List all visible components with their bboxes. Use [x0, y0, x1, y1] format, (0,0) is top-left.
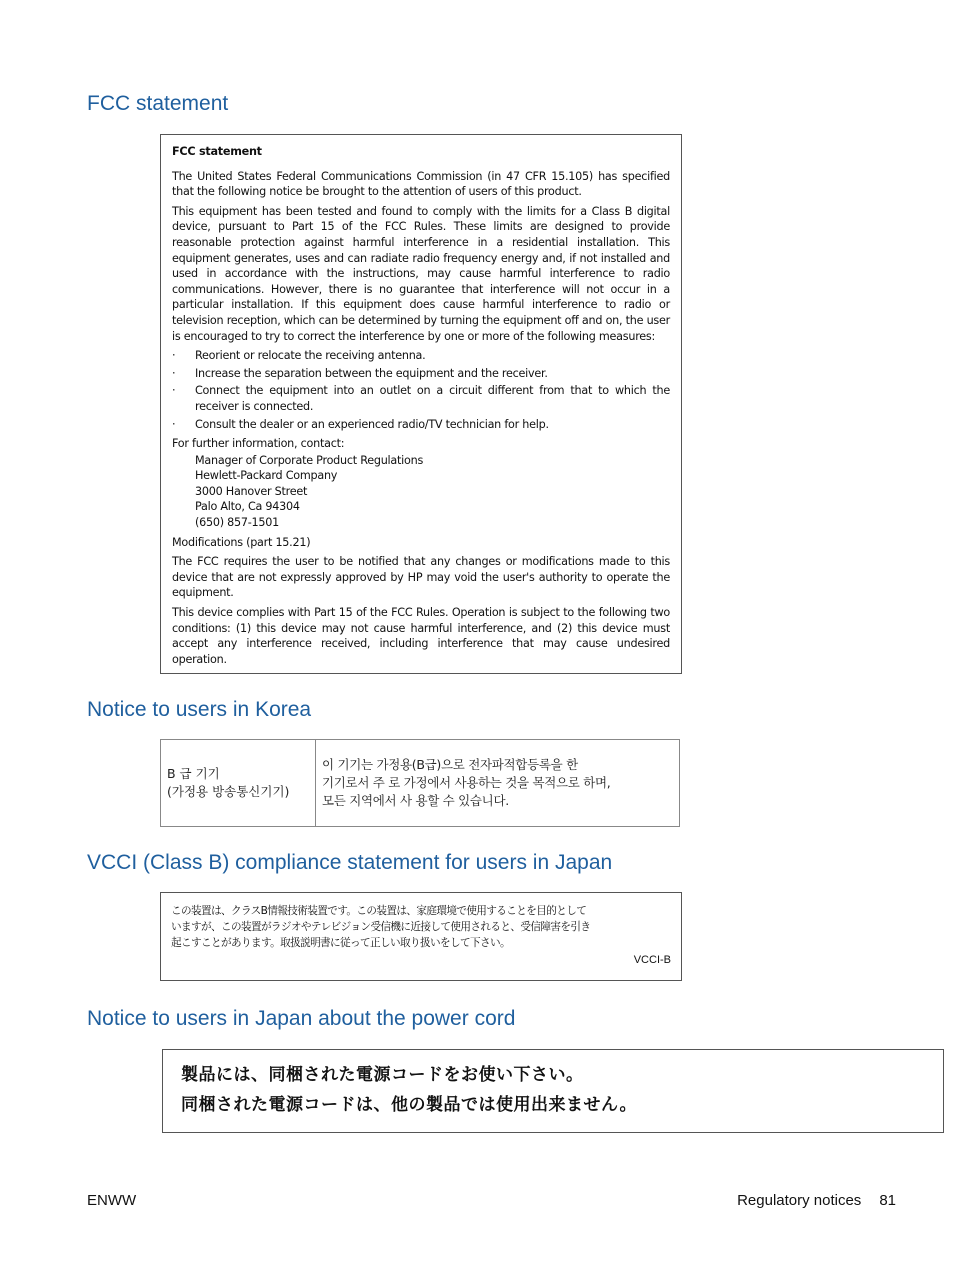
korea-class-line: B 급 기기 — [167, 766, 220, 781]
korea-class-cell — [161, 740, 316, 827]
list-item: · Connect the equipment into an outlet on a circuit different from that to which the receiver is connected. — [172, 384, 670, 413]
address-line: (650) 857-1501 — [195, 516, 280, 530]
fcc-contact-address — [195, 453, 670, 531]
fcc-contact-intro: For further information, contact: — [172, 437, 345, 451]
korea-section-title: Notice to users in Korea — [87, 698, 312, 721]
korea-statement-cell — [316, 740, 680, 827]
fcc-modifications-heading: Modifications (part 15.21) — [172, 535, 311, 549]
footer-section-name: Regulatory notices — [737, 1192, 862, 1209]
fcc-compliance-text: This device complies with Part 15 of the FCC Rules. Operation is subject to the following two conditions: (1) this device may not cause harmful interference, and (2) this device must accept any interference received, including interference that may cause undesired operation. — [172, 606, 670, 666]
list-item: · Reorient or relocate the receiving antenna. — [172, 349, 426, 363]
bullet-icon: · — [172, 384, 176, 398]
address-line: 3000 Hanover Street — [195, 484, 308, 498]
power-cord-text-line: 同梱された電源コードは、他の製品では使用出来ません。 — [181, 1095, 638, 1115]
list-item: · Consult the dealer or an experienced radio/TV technician for help. — [172, 417, 549, 431]
fcc-modifications-text: The FCC requires the user to be notified that any changes or modifications made to this device that are not expressly approved by HP may void the user's authority to operate the equipment. — [172, 555, 670, 600]
vcci-statement-box — [160, 892, 682, 981]
fcc-paragraph-class-b: This equipment has been tested and found to comply with the limits for a Class B digital device, pursuant to Part 15 of the FCC Rules. These limits are designed to provide reasonable protection against harmful interference in a residential installation. This equipment generates, uses and can radiate radio frequency energy and, if not installed and used in accordance with the instructions, may cause harmful interference to radio communications. However, there is no guarantee that interference will not occur in a particular installation. If this equipment does cause harmful interference to radio or television reception, which can be determined by turning the equipment off and on, the user is encouraged to try to correct the interference by one or more of the following measures: — [172, 204, 670, 343]
bullet-icon: · — [172, 417, 176, 431]
fcc-paragraph-intro: The United States Federal Communications Commission (in 47 CFR 15.105) has specified that the following notice be brought to the attention of users of this product. — [172, 169, 670, 199]
bullet-icon: · — [172, 366, 176, 380]
bullet-icon: · — [172, 349, 176, 363]
table-row — [161, 740, 680, 827]
korea-notice-table — [160, 739, 680, 827]
vcci-text-line: 起こすことがあります。取扱説明書に従って正しい取り扱いをして下さい。 — [171, 937, 510, 949]
fcc-box-heading: FCC statement — [172, 145, 262, 158]
footer-page-number: 81 — [879, 1192, 896, 1209]
address-line: Manager of Corporate Product Regulations — [195, 453, 424, 467]
korea-class-line: (가정용 방송통신기기) — [167, 784, 290, 799]
footer-page-info — [737, 1192, 896, 1209]
footer-doc-code: ENWW — [87, 1192, 137, 1209]
korea-statement-line: 모든 지역에서 사 용할 수 있습니다. — [322, 793, 509, 808]
vcci-section-title: VCCI (Class B) compliance statement for users in Japan — [87, 851, 613, 874]
fcc-section-title: FCC statement — [87, 92, 229, 115]
power-cord-section-title: Notice to users in Japan about the power cord — [87, 1007, 516, 1030]
list-item: · Increase the separation between the equipment and the receiver. — [172, 366, 548, 380]
vcci-text-line: この装置は、クラスB情報技術装置です。この装置は、家庭環境で使用することを目的として — [171, 905, 587, 917]
address-line: Hewlett-Packard Company — [195, 469, 338, 483]
fcc-statement-box — [160, 134, 682, 674]
korea-statement-line: 기기로서 주 로 가정에서 사용하는 것을 목적으로 하며, — [322, 775, 611, 790]
vcci-text-line: いますが、この装置がラジオやテレビジョン受信機に近接して使用されると、受信障害を引き — [171, 921, 591, 933]
korea-statement-line: 이 기기는 가정용(B급)으로 전자파적합등록을 한 — [322, 757, 578, 772]
power-cord-text-line: 製品には、同梱された電源コードをお使い下さい。 — [181, 1065, 584, 1085]
power-cord-notice-box — [162, 1049, 944, 1133]
address-line: Palo Alto, Ca 94304 — [195, 500, 300, 514]
fcc-measures-list — [172, 348, 670, 432]
vcci-class-label: VCCI-B — [633, 954, 671, 966]
